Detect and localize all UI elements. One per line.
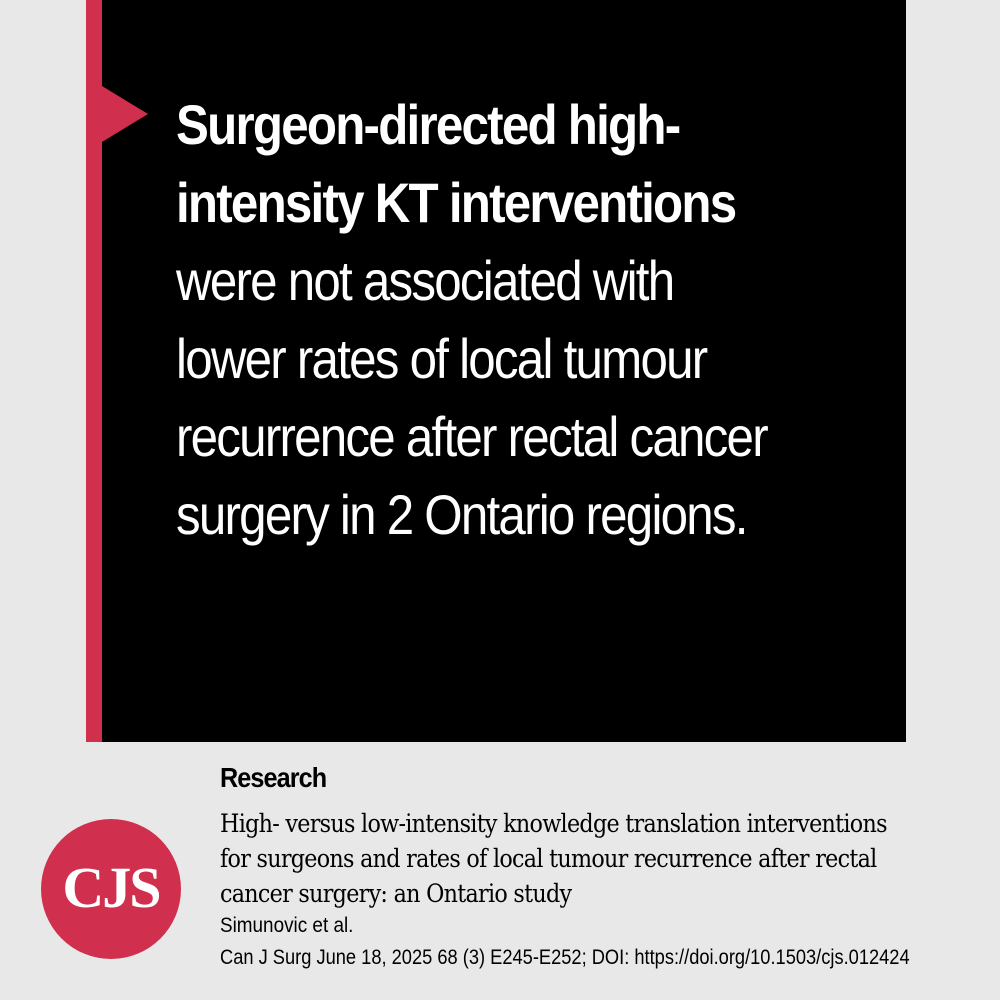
article-category: Research	[220, 762, 327, 793]
headline	[176, 86, 792, 554]
headline-regular: were not associated with lower rates of local tumour recurrence after rectal cancer surgery in 2 Ontario regions.	[176, 249, 767, 546]
article-authors: Simunovic et al.	[220, 914, 354, 937]
cjs-logo	[41, 819, 181, 959]
pointer-arrow-icon	[102, 86, 148, 142]
article-title: High- versus low-intensity knowledge translation interventions for surgeons and rates of local tumour recurrence after rectal cancer surgery: an Ontario study	[220, 809, 887, 908]
headline-bold: Surgeon-directed high-intensity KT interventions	[176, 93, 736, 234]
accent-bar	[86, 0, 102, 742]
article-citation: Can J Surg June 18, 2025 68 (3) E245-E252; DOI: https://doi.org/10.1503/cjs.012424	[220, 946, 910, 969]
logo-text: CJS	[62, 854, 160, 920]
